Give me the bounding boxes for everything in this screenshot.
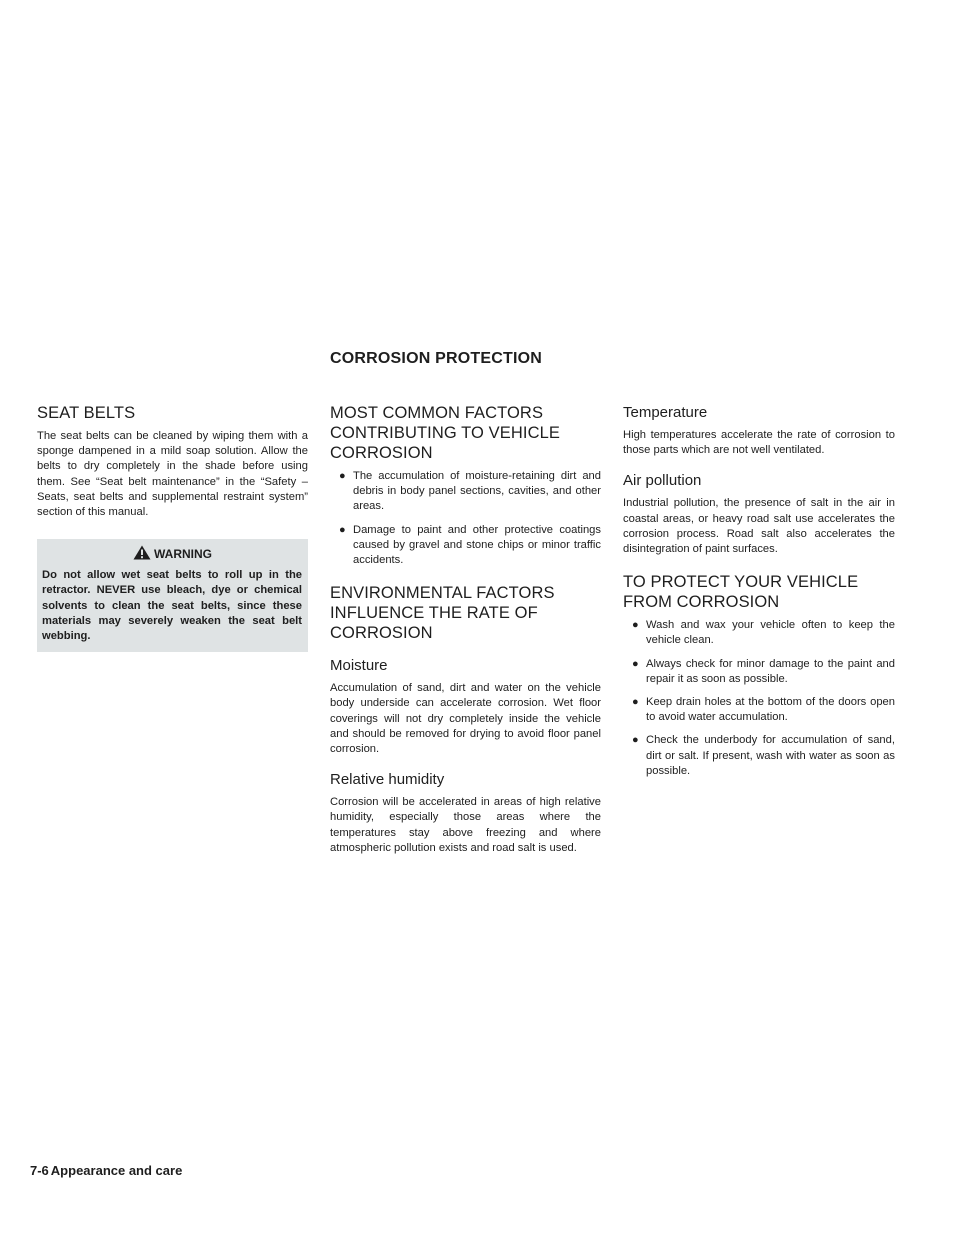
column-corrosion-factors bbox=[330, 403, 601, 856]
moisture-heading: Moisture bbox=[330, 657, 388, 675]
protect-heading: TO PROTECT YOUR VEHICLE FROM CORROSION bbox=[623, 573, 859, 612]
humidity-heading: Relative humidity bbox=[330, 771, 445, 789]
humidity-paragraph: Corrosion will be accelerated in areas of high relative humidity, especially those areas where the temperatures stay above freezing and where atmospheric pollution exists and road salt is used. bbox=[330, 796, 601, 854]
page-number: 7-6 bbox=[30, 1163, 49, 1178]
list-item: ● Always check for minor damage to the paint and repair it as soon as possible. bbox=[632, 657, 895, 685]
seat-belts-heading: SEAT BELTS bbox=[37, 404, 136, 422]
page-footer bbox=[30, 1163, 182, 1178]
seat-belts-paragraph: The seat belts can be cleaned by wiping them with a sponge dampened in a mild soap solution. Allow the belts to dry completely in the shade before using them. See “Seat belt maintenance” in the “Safety – Seats, seat belts and supplemental restraint system” section of this manual. bbox=[37, 430, 308, 519]
bullet-icon: ● bbox=[632, 657, 639, 670]
bullet-icon: ● bbox=[632, 696, 639, 709]
warning-header bbox=[37, 539, 308, 568]
common-factors-heading: MOST COMMON FACTORS CONTRIBUTING TO VEHICLE CORROSION bbox=[330, 404, 560, 462]
bullet-icon: ● bbox=[632, 734, 639, 747]
warning-box bbox=[37, 539, 308, 652]
temperature-paragraph: High temperatures accelerate the rate of corrosion to those parts which are not well ventilated. bbox=[623, 429, 895, 457]
section-title: CORROSION PROTECTION bbox=[330, 350, 543, 367]
column-protection bbox=[623, 403, 895, 787]
list-item: ● Keep drain holes at the bottom of the doors open to avoid water accumulation. bbox=[632, 696, 895, 724]
chapter-title: Appearance and care bbox=[50, 1163, 183, 1178]
warning-triangle-icon bbox=[133, 545, 151, 563]
temperature-heading: Temperature bbox=[623, 404, 708, 421]
protect-list bbox=[623, 618, 895, 779]
environmental-factors-heading: ENVIRONMENTAL FACTORS INFLUENCE THE RATE OF CORROSION bbox=[330, 584, 555, 643]
common-factors-list bbox=[330, 469, 601, 568]
warning-text: Do not allow wet seat belts to roll up in the retractor. NEVER use bleach, dye or chemical solvents to clean the seat belts, since these materials may severely weaken the seat belt webbing. bbox=[42, 569, 302, 643]
moisture-paragraph: Accumulation of sand, dirt and water on the vehicle body underside can accelerate corrosion. Wet floor coverings will not dry completely inside the vehicle and should be removed for drying to avoid floor panel corrosion. bbox=[330, 682, 601, 756]
list-item: ● Damage to paint and other protective coatings caused by gravel and stone chips or minor traffic accidents. bbox=[339, 523, 601, 567]
warning-title: WARNING bbox=[154, 547, 212, 562]
list-item: ● Wash and wax your vehicle often to keep the vehicle clean. bbox=[632, 619, 895, 647]
bullet-icon: ● bbox=[339, 470, 346, 482]
air-pollution-paragraph: Industrial pollution, the presence of salt in the air in coastal areas, or heavy road salt use accelerates the corrosion process. Road salt also accelerates the disintegration of paint surfaces. bbox=[623, 497, 895, 556]
bullet-icon: ● bbox=[632, 619, 639, 632]
column-seat-belts bbox=[37, 403, 308, 652]
list-item: ● Check the underbody for accumulation of sand, dirt or salt. If present, wash with water as soon as possible. bbox=[632, 734, 895, 777]
bullet-icon: ● bbox=[339, 523, 346, 536]
air-pollution-heading: Air pollution bbox=[623, 472, 702, 490]
list-item: ● The accumulation of moisture-retaining dirt and debris in body panel sections, cavities, and other areas. bbox=[339, 470, 601, 513]
